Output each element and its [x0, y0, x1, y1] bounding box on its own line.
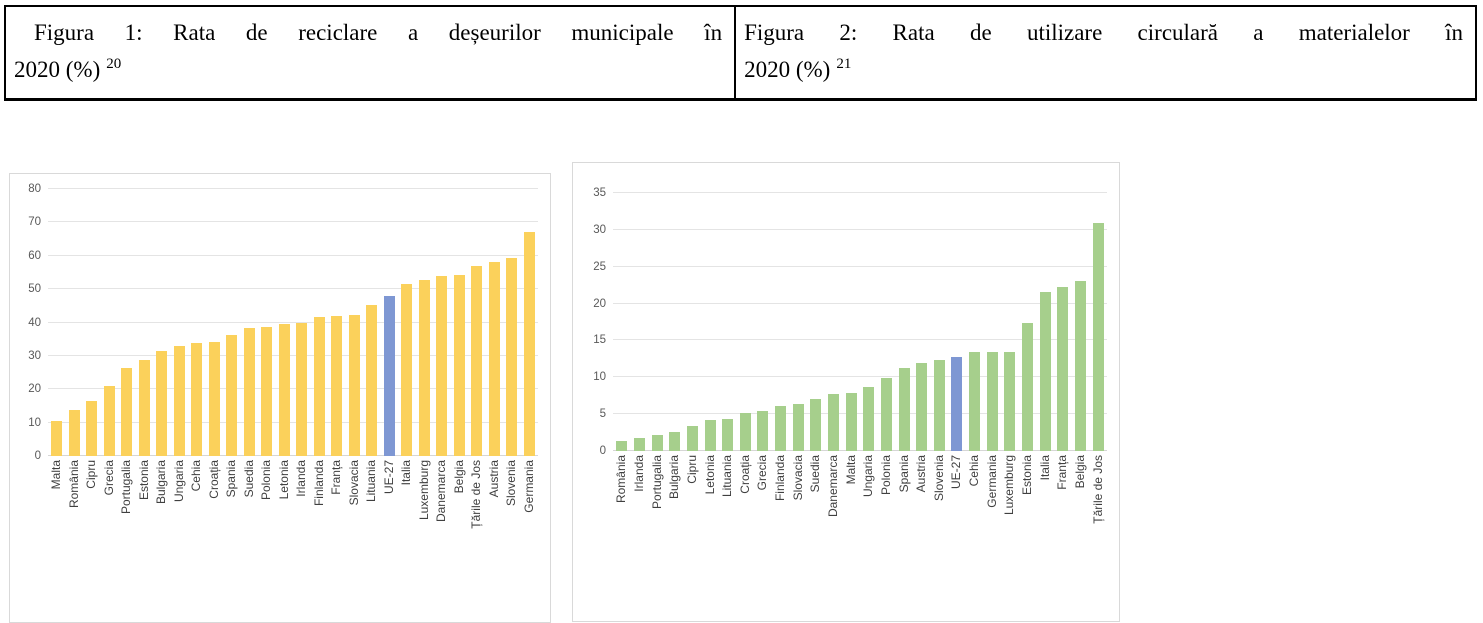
x-label-slot	[789, 455, 807, 524]
bar-Estonia	[1022, 323, 1033, 451]
bar-Irlanda	[634, 438, 645, 451]
y-axis-tick-label: 0	[34, 450, 41, 462]
bar-Italia	[401, 284, 412, 456]
x-axis-tick-label: Ungaria	[171, 460, 186, 503]
figura-1-caption	[6, 7, 736, 98]
bar-slot	[398, 189, 416, 456]
bar-Portugalia	[652, 435, 663, 451]
x-label-slot	[754, 455, 772, 524]
x-axis-labels	[48, 460, 538, 529]
x-label-slot	[188, 460, 206, 529]
x-axis-tick-label: Ungaria	[861, 455, 876, 498]
x-label-slot	[311, 460, 329, 529]
bar-slot	[66, 189, 84, 456]
x-axis-tick-label: Suedia	[241, 460, 256, 498]
x-label-slot	[648, 455, 666, 524]
bar-Slovenia	[506, 258, 517, 456]
x-label-slot	[136, 460, 154, 529]
x-axis-tick-label: Luxemburg	[1002, 455, 1017, 516]
x-axis-tick-label: Franța	[329, 460, 344, 495]
bar-Ungaria	[863, 387, 874, 451]
x-axis-tick-label: Lituania	[364, 460, 379, 503]
bar-Belgia	[454, 275, 465, 456]
bar-slot	[878, 193, 896, 451]
bar-slot	[931, 193, 949, 451]
bar-slot	[983, 193, 1001, 451]
x-label-slot	[153, 460, 171, 529]
bar-Franța	[331, 316, 342, 457]
y-axis-tick-label: 30	[593, 223, 606, 236]
bar-Suedia	[244, 328, 255, 456]
bar-slot	[754, 193, 772, 451]
x-axis-tick-label: Irlanda	[631, 455, 646, 492]
x-label-slot	[83, 460, 101, 529]
x-label-slot	[241, 460, 259, 529]
bar-Letonia	[279, 324, 290, 456]
y-axis-tick-label: 60	[28, 249, 41, 262]
bar-slot	[346, 189, 364, 456]
x-axis-tick-label: Belgia	[1072, 455, 1087, 489]
bar-slot	[736, 193, 754, 451]
figura-2-caption-line2: 2020 (%) $^{21}$	[744, 56, 852, 82]
x-axis-tick-label: Danemarca	[434, 460, 449, 523]
bar-slot	[451, 189, 469, 456]
x-label-slot	[206, 460, 224, 529]
x-axis-tick-label: Belgia	[451, 460, 466, 494]
x-label-slot	[842, 455, 860, 524]
x-label-slot	[1036, 455, 1054, 524]
bar-Luxemburg	[1004, 352, 1015, 452]
bar-Bulgaria	[669, 432, 680, 451]
x-axis-tick-label: Italia	[399, 460, 414, 486]
bar-Grecia	[104, 386, 115, 456]
bar-Țările de Jos	[1093, 223, 1104, 451]
x-label-slot	[258, 460, 276, 529]
y-axis-tick-label: 30	[28, 349, 41, 362]
x-label-slot	[521, 460, 539, 529]
x-label-slot	[118, 460, 136, 529]
x-label-slot	[381, 460, 399, 529]
x-axis-tick-label: Estonia	[1020, 455, 1035, 496]
figura-1-caption-line2: 2020 (%) $^{20}$	[14, 56, 122, 82]
bar-Germania	[524, 232, 535, 456]
bar-slot	[789, 193, 807, 451]
bar-Lituania	[722, 419, 733, 451]
bar-Estonia	[139, 360, 150, 456]
figura-1-chart-panel	[9, 173, 551, 623]
x-axis-tick-label: Slovenia	[504, 460, 519, 507]
bar-slot	[825, 193, 843, 451]
x-axis-tick-label: Portugalia	[649, 455, 664, 510]
x-axis-tick-label: Austria	[914, 455, 929, 493]
x-axis-tick-label: Grecia	[755, 455, 770, 491]
bar-Danemarca	[436, 276, 447, 456]
x-axis-tick-label: Estonia	[136, 460, 151, 501]
x-axis-tick-label: Grecia	[101, 460, 116, 496]
x-label-slot	[719, 455, 737, 524]
x-axis-tick-label: Italia	[1037, 455, 1052, 481]
bar-slot	[328, 189, 346, 456]
bar-Malta	[51, 421, 62, 456]
x-label-slot	[701, 455, 719, 524]
bar-slot	[807, 193, 825, 451]
bar-slot	[684, 193, 702, 451]
bar-slot	[913, 193, 931, 451]
x-label-slot	[913, 455, 931, 524]
x-axis-tick-label: Spania	[896, 455, 911, 493]
x-label-slot	[860, 455, 878, 524]
x-axis-tick-label: Țările de Jos	[1090, 455, 1105, 524]
bar-Suedia	[810, 399, 821, 451]
x-axis-tick-label: Cehia	[967, 455, 982, 487]
bar-slot	[293, 189, 311, 456]
bar-slot	[48, 189, 66, 456]
x-label-slot	[503, 460, 521, 529]
bar-Italia	[1040, 292, 1051, 451]
bar-slot	[631, 193, 649, 451]
bar-slot	[136, 189, 154, 456]
bar-slot	[895, 193, 913, 451]
bar-Spania	[226, 335, 237, 456]
bar-UE-27	[951, 357, 962, 451]
bar-Irlanda	[296, 323, 307, 457]
bar-slot	[171, 189, 189, 456]
bar-Cipru	[86, 401, 97, 456]
x-label-slot	[772, 455, 790, 524]
y-axis-tick-label: 50	[28, 283, 41, 296]
bar-slot	[153, 189, 171, 456]
x-label-slot	[416, 460, 434, 529]
bar-slot	[1054, 193, 1072, 451]
plot-area	[593, 187, 1107, 457]
bar-Croația	[740, 413, 751, 451]
bar-slot	[1019, 193, 1037, 451]
x-axis-tick-label: UE-27	[949, 455, 964, 490]
x-label-slot	[171, 460, 189, 529]
bar-slot	[363, 189, 381, 456]
x-label-slot	[276, 460, 294, 529]
x-label-slot	[398, 460, 416, 529]
x-label-slot	[736, 455, 754, 524]
y-axis-tick-label: 20	[28, 383, 41, 396]
x-axis-tick-label: Portugalia	[119, 460, 134, 515]
x-axis-tick-label: Finlanda	[311, 460, 326, 507]
figura-1-caption-line1: Figura 1: Rata de reciclare a deșeurilor municipale în	[34, 20, 723, 45]
x-label-slot	[433, 460, 451, 529]
x-label-slot	[684, 455, 702, 524]
x-label-slot	[451, 460, 469, 529]
x-axis-tick-label: România	[66, 460, 81, 509]
bar-Slovenia	[934, 360, 945, 451]
bar-slot	[719, 193, 737, 451]
x-label-slot	[948, 455, 966, 524]
x-axis-tick-label: Țările de Jos	[469, 460, 484, 529]
bar-Portugalia	[121, 368, 132, 456]
bar-Cehia	[969, 352, 980, 451]
figura-2-caption	[736, 7, 1475, 98]
x-axis-tick-label: Croația	[206, 460, 221, 499]
bar-Ungaria	[174, 346, 185, 456]
x-label-slot	[631, 455, 649, 524]
bar-Slovacia	[793, 404, 804, 451]
bar-slot	[648, 193, 666, 451]
bar-Bulgaria	[156, 351, 167, 456]
bar-Țările de Jos	[471, 266, 482, 456]
footnote-21: 21	[836, 56, 852, 73]
bar-Cipru	[687, 426, 698, 451]
bar-Slovacia	[349, 315, 360, 456]
x-label-slot	[931, 455, 949, 524]
x-axis-tick-label: Luxemburg	[416, 460, 431, 521]
bars-row	[613, 193, 1107, 451]
x-label-slot	[895, 455, 913, 524]
bar-Lituania	[366, 305, 377, 456]
x-label-slot	[1072, 455, 1090, 524]
x-axis-tick-label: Polonia	[259, 460, 274, 501]
x-label-slot	[223, 460, 241, 529]
bar-România	[616, 441, 627, 451]
bars-row	[48, 189, 538, 456]
x-axis-tick-label: Cehia	[189, 460, 204, 492]
y-axis-tick-label: 35	[593, 187, 606, 199]
bar-Finlanda	[775, 406, 786, 451]
x-axis-tick-label: Franța	[1055, 455, 1070, 490]
x-axis-tick-label: Suedia	[808, 455, 823, 493]
bar-Croația	[209, 342, 220, 456]
y-axis-tick-label: 5	[599, 408, 606, 421]
bar-Cehia	[191, 343, 202, 456]
bar-Belgia	[1075, 281, 1086, 451]
y-axis-tick-label: 10	[593, 371, 606, 384]
figure-caption-table	[4, 5, 1477, 101]
bar-Finlanda	[314, 317, 325, 456]
x-label-slot	[66, 460, 84, 529]
x-axis-tick-label: Polonia	[878, 455, 893, 496]
x-axis-tick-label: Slovenia	[931, 455, 946, 502]
bar-slot	[188, 189, 206, 456]
y-axis-tick-label: 15	[593, 334, 606, 347]
bar-slot	[223, 189, 241, 456]
x-label-slot	[363, 460, 381, 529]
x-label-slot	[666, 455, 684, 524]
x-label-slot	[48, 460, 66, 529]
footnote-20: 20	[106, 56, 122, 73]
bar-slot	[1001, 193, 1019, 451]
bar-slot	[101, 189, 119, 456]
bar-Franța	[1057, 287, 1068, 451]
bar-slot	[666, 193, 684, 451]
x-label-slot	[613, 455, 631, 524]
x-axis-tick-label: Croația	[737, 455, 752, 494]
bar-slot	[842, 193, 860, 451]
bar-slot	[433, 189, 451, 456]
bar-slot	[613, 193, 631, 451]
x-label-slot	[1089, 455, 1107, 524]
y-axis-tick-label: 20	[593, 297, 606, 310]
x-label-slot	[328, 460, 346, 529]
x-label-slot	[983, 455, 1001, 524]
x-axis-tick-label: România	[614, 455, 629, 504]
x-axis-tick-label: Germania	[521, 460, 536, 513]
bar-slot	[311, 189, 329, 456]
x-label-slot	[468, 460, 486, 529]
x-axis-tick-label: Germania	[984, 455, 999, 508]
y-axis-tick-label: 25	[593, 260, 606, 273]
y-axis-tick-label: 70	[28, 216, 41, 229]
figura-2-caption-line1: Figura 2: Rata de utilizare circulară a materialelor în	[744, 20, 1463, 45]
bar-slot	[503, 189, 521, 456]
x-axis-tick-label: Spania	[224, 460, 239, 498]
x-label-slot	[825, 455, 843, 524]
x-axis-tick-label: Cipru	[684, 455, 699, 484]
x-label-slot	[346, 460, 364, 529]
x-axis-tick-label: Bulgaria	[154, 460, 169, 505]
x-axis-tick-label: Bulgaria	[667, 455, 682, 500]
bar-slot	[83, 189, 101, 456]
bar-slot	[206, 189, 224, 456]
bar-slot	[772, 193, 790, 451]
x-axis-tick-label: Malta	[49, 460, 64, 490]
bar-Malta	[846, 393, 857, 451]
x-axis-tick-label: Austria	[486, 460, 501, 498]
x-label-slot	[293, 460, 311, 529]
bar-Luxemburg	[419, 280, 430, 456]
bar-Spania	[899, 368, 910, 451]
bar-slot	[521, 189, 539, 456]
y-axis-tick-label: 40	[28, 316, 41, 329]
x-axis-tick-label: Danemarca	[826, 455, 840, 518]
x-axis-tick-label: Letonia	[702, 455, 717, 495]
y-axis-tick-label: 80	[28, 183, 41, 195]
x-axis-tick-label: Malta	[843, 455, 858, 485]
bar-UE-27	[384, 296, 395, 456]
bar-slot	[241, 189, 259, 456]
bar-slot	[1036, 193, 1054, 451]
bar-Danemarca	[828, 394, 839, 451]
x-label-slot	[1019, 455, 1037, 524]
bar-Austria	[916, 363, 927, 451]
x-label-slot	[807, 455, 825, 524]
bar-slot	[416, 189, 434, 456]
bar-Polonia	[261, 327, 272, 456]
x-axis-tick-label: Finlanda	[773, 455, 788, 502]
x-axis-tick-label: Slovacia	[346, 460, 361, 506]
x-label-slot	[966, 455, 984, 524]
y-axis-tick-label: 0	[599, 445, 606, 457]
bar-slot	[486, 189, 504, 456]
x-label-slot	[878, 455, 896, 524]
bar-slot	[1089, 193, 1107, 451]
x-label-slot	[1001, 455, 1019, 524]
bar-slot	[948, 193, 966, 451]
bar-slot	[118, 189, 136, 456]
x-label-slot	[1054, 455, 1072, 524]
bar-Germania	[987, 352, 998, 451]
bar-slot	[276, 189, 294, 456]
bar-slot	[258, 189, 276, 456]
bar-Letonia	[705, 420, 716, 451]
x-axis-labels	[613, 455, 1107, 524]
x-label-slot	[101, 460, 119, 529]
bar-slot	[860, 193, 878, 451]
x-label-slot	[486, 460, 504, 529]
bar-slot	[966, 193, 984, 451]
bar-slot	[468, 189, 486, 456]
figura-2-chart-panel	[572, 162, 1120, 622]
bar-slot	[701, 193, 719, 451]
bar-Austria	[489, 262, 500, 456]
x-axis-tick-label: Slovacia	[790, 455, 805, 501]
x-axis-tick-label: UE-27	[381, 460, 396, 495]
bar-slot	[1072, 193, 1090, 451]
x-axis-tick-label: Lituania	[720, 455, 735, 498]
bar-Polonia	[881, 378, 892, 451]
y-axis-tick-label: 10	[28, 416, 41, 429]
x-axis-tick-label: Letonia	[276, 460, 291, 500]
bar-slot	[381, 189, 399, 456]
bar-Grecia	[757, 411, 768, 451]
x-axis-tick-label: Cipru	[84, 460, 99, 489]
x-axis-tick-label: Irlanda	[294, 460, 309, 497]
plot-area	[28, 183, 538, 462]
bar-România	[69, 410, 80, 456]
